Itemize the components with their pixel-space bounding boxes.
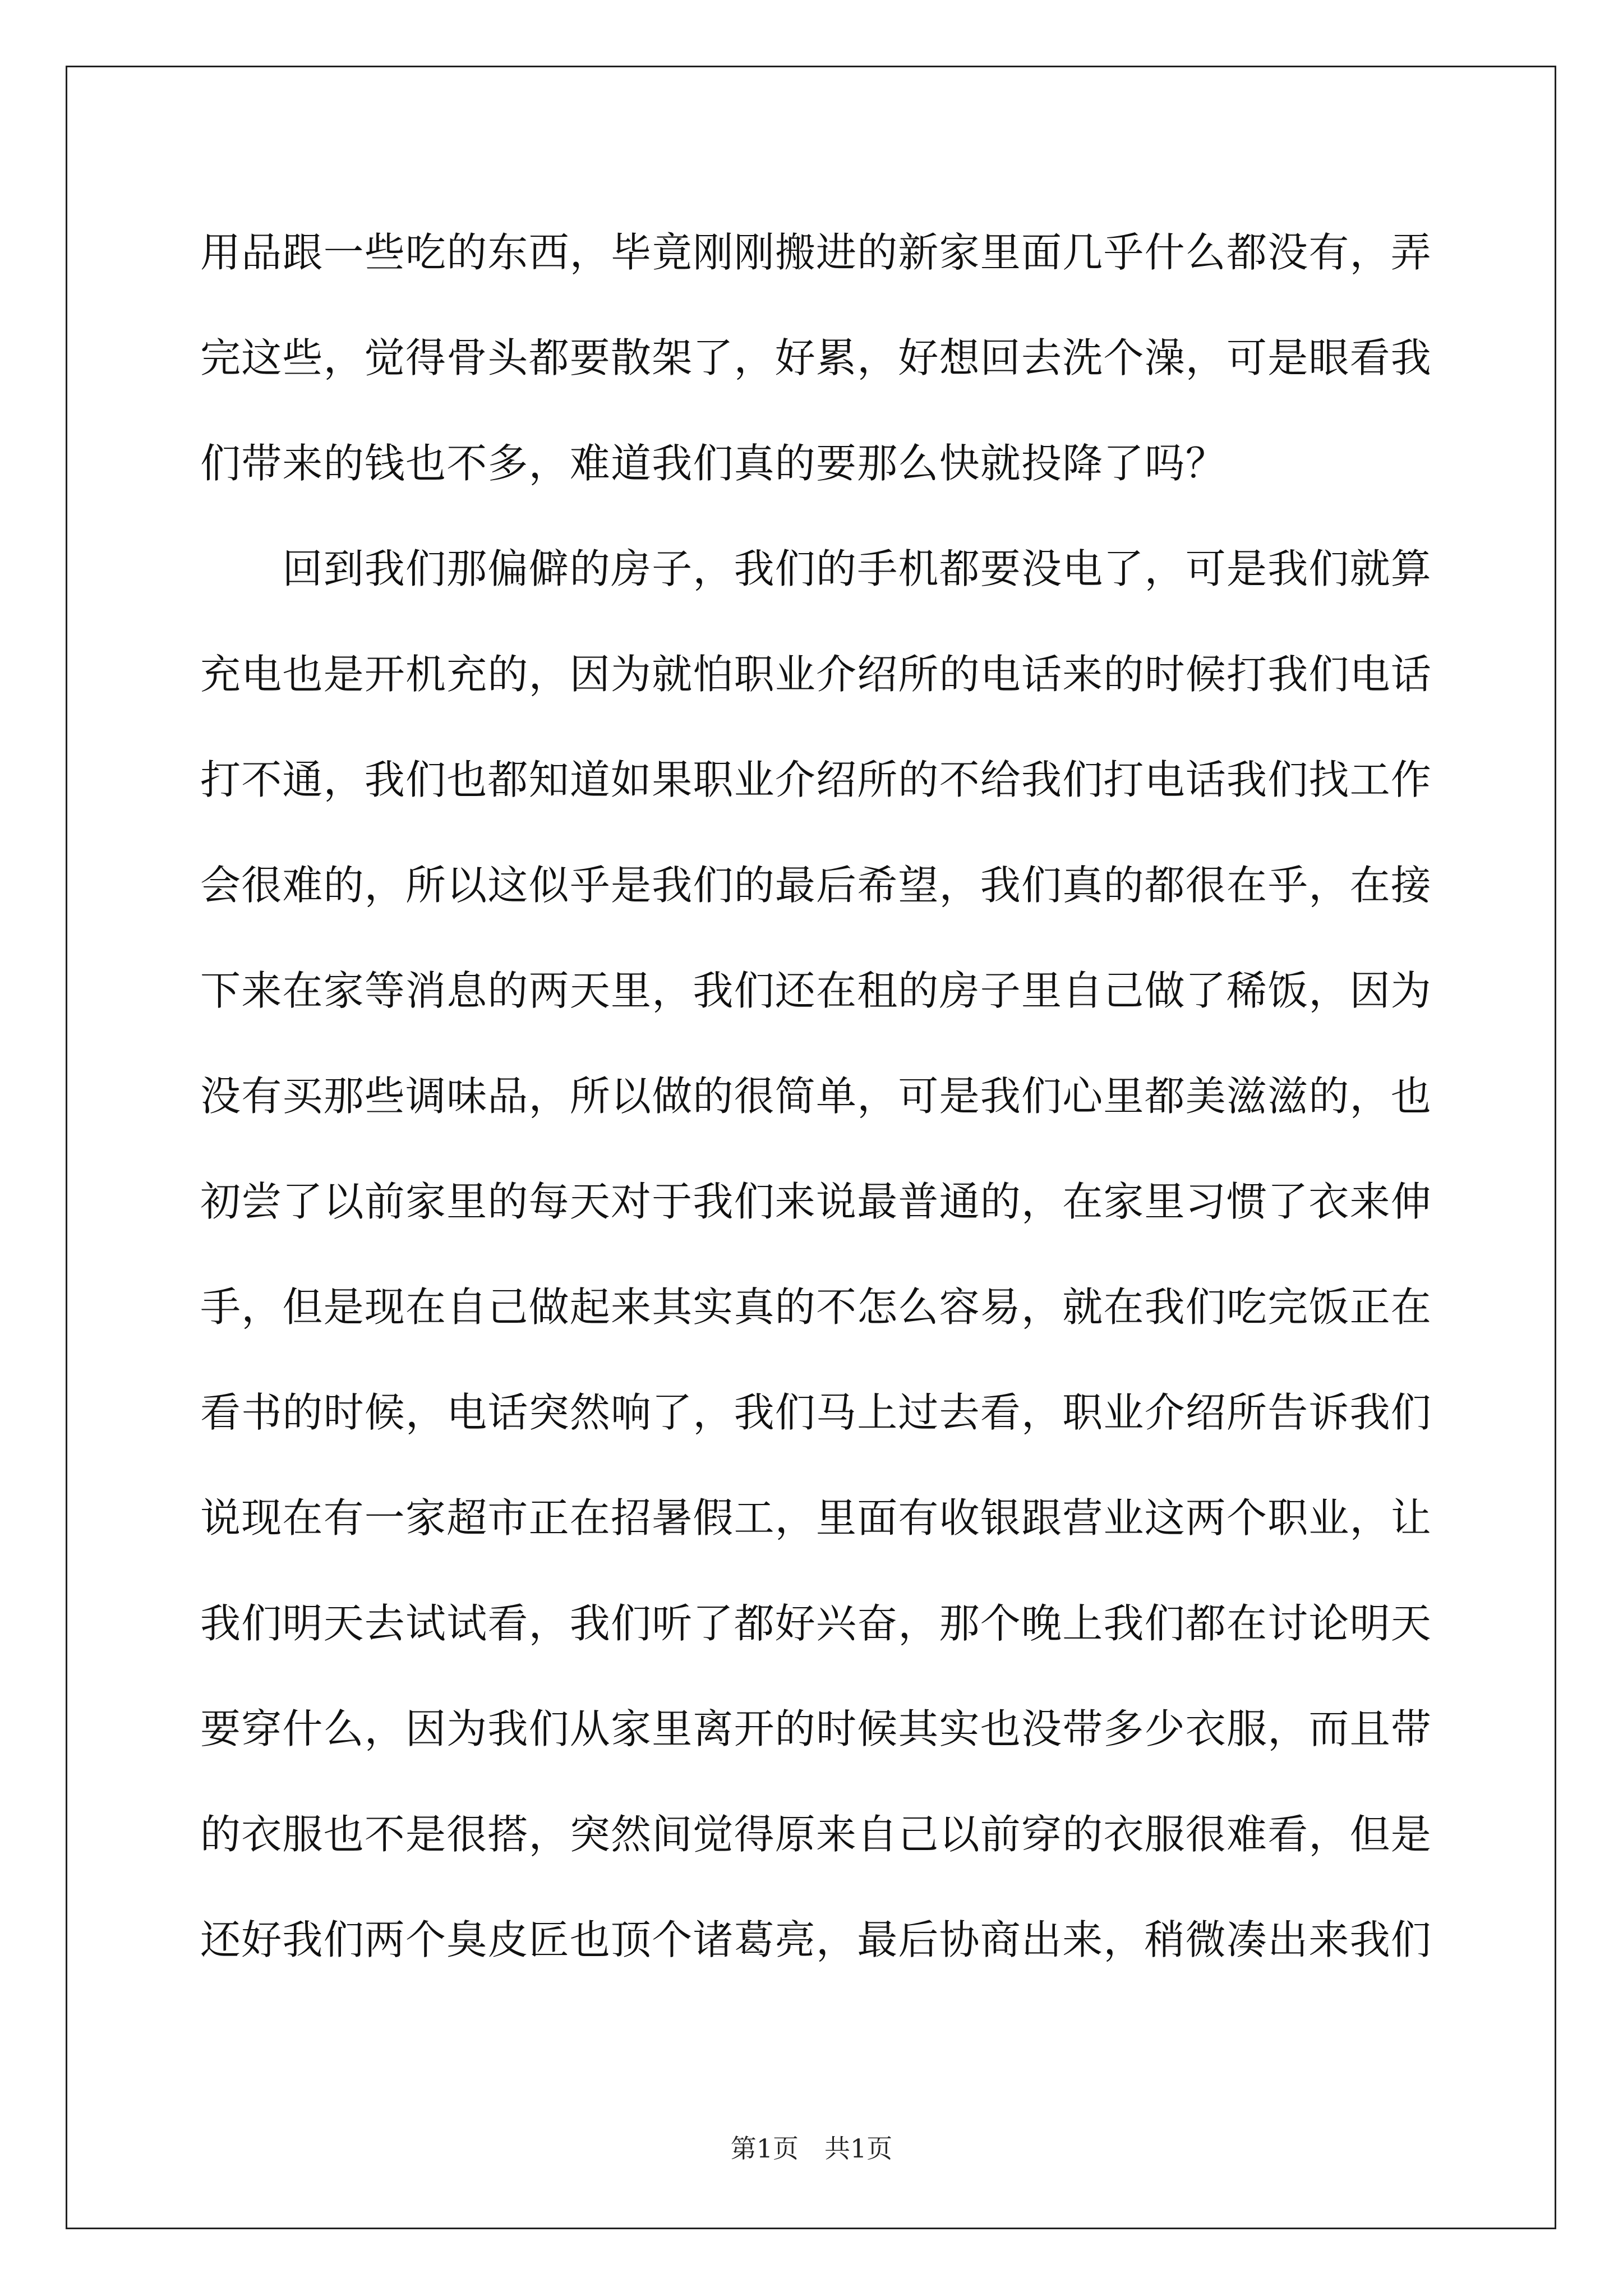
text-line: 下来在家等消息的两天里，我们还在租的房子里自己做了稀饭，因为 bbox=[200, 967, 1432, 1014]
text-line: 打不通，我们也都知道如果职业介绍所的不给我们打电话我们找工作 bbox=[200, 756, 1432, 803]
text-line: 充电也是开机充的，因为就怕职业介绍所的电话来的时候打我们电话 bbox=[200, 651, 1432, 698]
text-line: 还好我们两个臭皮匠也顶个诸葛亮，最后协商出来，稍微凑出来我们 bbox=[200, 1916, 1432, 1963]
text-line: 完这些，觉得骨头都要散架了，好累，好想回去洗个澡，可是眼看我 bbox=[200, 334, 1432, 381]
text-line: 的衣服也不是很搭，突然间觉得原来自己以前穿的衣服很难看，但是 bbox=[200, 1811, 1432, 1858]
text-line: 说现在有一家超市正在招暑假工，里面有收银跟营业这两个职业，让 bbox=[200, 1494, 1432, 1542]
text-line: 用品跟一些吃的东西，毕竟刚刚搬进的新家里面几乎什么都没有，弄 bbox=[200, 229, 1432, 276]
text-line: 要穿什么，因为我们从家里离开的时候其实也没带多少衣服，而且带 bbox=[200, 1705, 1432, 1752]
text-line: 们带来的钱也不多，难道我们真的要那么快就投降了吗？ bbox=[200, 440, 1227, 487]
text-line: 没有买那些调味品，所以做的很简单，可是我们心里都美滋滋的，也 bbox=[200, 1073, 1432, 1120]
text-line: 回到我们那偏僻的房子，我们的手机都要没电了，可是我们就算 bbox=[200, 545, 1432, 592]
text-line: 看书的时候，电话突然响了，我们马上过去看，职业介绍所告诉我们 bbox=[200, 1389, 1432, 1436]
page-number-footer: 第1页 共1页 bbox=[730, 2133, 893, 2164]
text-line: 会很难的，所以这似乎是我们的最后希望，我们真的都很在乎，在接 bbox=[200, 862, 1432, 909]
text-line: 手，但是现在自己做起来其实真的不怎么容易，就在我们吃完饭正在 bbox=[200, 1283, 1432, 1331]
text-line: 初尝了以前家里的每天对于我们来说最普通的，在家里习惯了衣来伸 bbox=[200, 1178, 1432, 1225]
page-border bbox=[66, 66, 1556, 2229]
text-line: 我们明天去试试看，我们听了都好兴奋，那个晚上我们都在讨论明天 bbox=[200, 1600, 1432, 1647]
